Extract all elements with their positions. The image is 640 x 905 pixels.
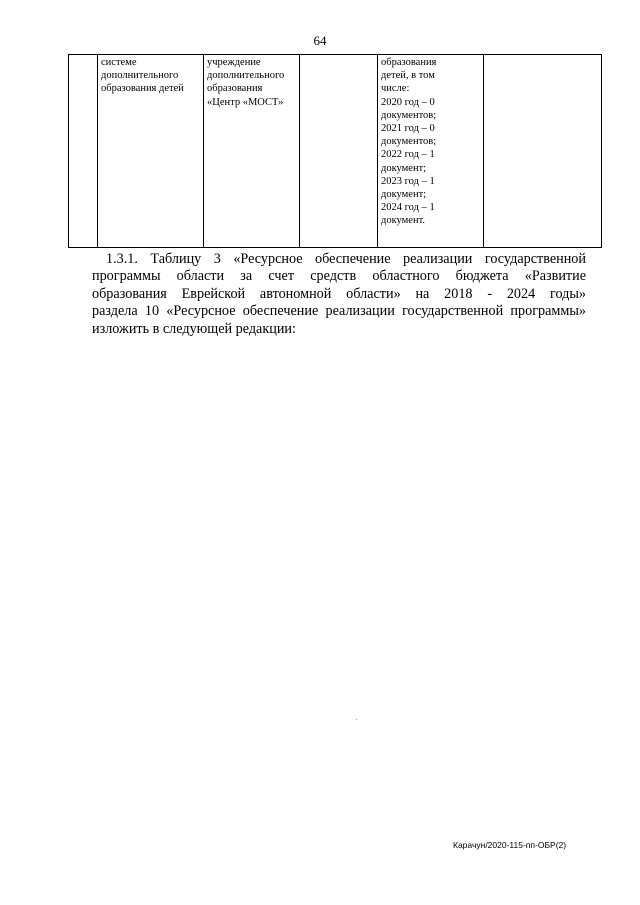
amendment-paragraph <box>92 251 586 338</box>
paragraph-line: образования Еврейской автономной области» на 2018 - 2024 годы» <box>92 285 586 302</box>
cell-line: 2021 год – 0 <box>381 123 435 135</box>
cell-line: «Центр «МОСТ» <box>207 96 284 108</box>
cell-line: детей, в том <box>381 70 435 82</box>
table-cell-empty <box>484 55 602 248</box>
cell-line: числе: <box>381 83 410 95</box>
cell-line: системе <box>101 57 137 68</box>
cell-line: 2023 год – 1 <box>381 175 435 187</box>
table-row <box>69 55 602 248</box>
resource-table <box>68 54 602 248</box>
cell-line: документ; <box>381 189 427 201</box>
cell-line: учреждение <box>207 57 261 68</box>
cell-line: документ. <box>381 215 426 227</box>
document-code: Карачун/2020-115-пп-ОБР(2) <box>453 840 567 850</box>
table-cell-executor <box>204 55 300 248</box>
cell-line: дополнительного <box>101 70 179 82</box>
cell-line: дополнительного <box>207 70 285 82</box>
cell-line: образования детей <box>101 83 184 95</box>
paragraph-line: программы области за счет средств областного бюджета «Развитие <box>92 268 586 285</box>
paragraph-line: раздела 10 «Ресурсное обеспечение реализации государственной программы» <box>92 303 586 320</box>
cell-line: образования <box>207 83 263 95</box>
cell-line: 2020 год – 0 <box>381 96 435 108</box>
cell-line: документов; <box>381 109 437 121</box>
table-cell-result <box>378 55 484 248</box>
page-number: 64 <box>313 33 327 48</box>
scan-speck <box>356 719 357 720</box>
cell-line: образования <box>381 57 437 68</box>
paragraph-line: 1.3.1. Таблицу 3 «Ресурсное обеспечение реализации государственной <box>106 251 586 267</box>
table-cell-empty <box>300 55 378 248</box>
paragraph-line: изложить в следующей редакции: <box>92 320 296 337</box>
table-cell-direction <box>98 55 204 248</box>
cell-line: документов; <box>381 136 437 148</box>
table-cell-number <box>69 55 98 248</box>
cell-line: 2024 год – 1 <box>381 202 435 214</box>
cell-line: документ; <box>381 162 427 174</box>
cell-line: 2022 год – 1 <box>381 149 435 161</box>
